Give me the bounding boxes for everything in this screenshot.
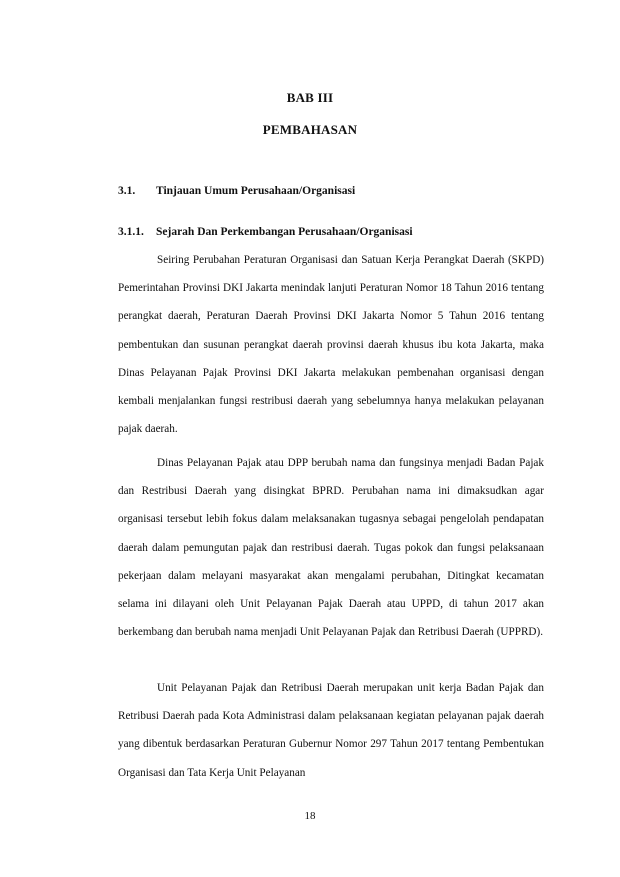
section-number: 3.1. xyxy=(118,185,136,197)
section-number: 3.1.1. xyxy=(118,226,144,238)
body-paragraph: Seiring Perubahan Peraturan Organisasi dan Satuan Kerja Perangkat Daerah (SKPD) Pemerintahan Provinsi DKI Jakarta menindak lanjuti Peraturan Nomor 18 Tahun 2016 tentang perangkat daerah, Peraturan Daerah Provinsi DKI Jakarta Nomor 5 Tahun 2016 tentang pembentukan dan susunan perangkat daerah provinsi daerah khusus ibu kota Jakarta, maka Dinas Pelayanan Pajak Provinsi DKI Jakarta melakukan pembenahan organisasi dengan kembali menjalankan fungsi restribusi daerah yang sebelumnya hanya melakukan pelayanan pajak daerah. xyxy=(118,254,544,436)
section-title: Tinjauan Umum Perusahaan/Organisasi xyxy=(156,185,356,197)
section-heading-3-1-1 xyxy=(118,226,413,238)
chapter-title: PEMBAHASAN xyxy=(262,122,358,137)
chapter-number: BAB III xyxy=(286,90,334,105)
section-title: Sejarah Dan Perkembangan Perusahaan/Organisasi xyxy=(156,226,413,238)
section-heading-3-1 xyxy=(118,185,355,197)
body-paragraph: Unit Pelayanan Pajak dan Retribusi Daerah merupakan unit kerja Badan Pajak dan Retribusi Daerah pada Kota Administrasi dalam pelaksanaan kegiatan pelayanan pajak daerah yang dibentuk berdasarkan Peraturan Gubernur Nomor 297 Tahun 2017 tentang Pembentukan Organisasi dan Tata Kerja Unit Pelayanan xyxy=(118,682,544,779)
body-paragraph: Dinas Pelayanan Pajak atau DPP berubah nama dan fungsinya menjadi Badan Pajak dan Restribusi Daerah yang disingkat BPRD. Perubahan nama ini dimaksudkan agar organisasi tersebut lebih fokus dalam melaksanakan tugasnya sebagai pengelolah pendapatan daerah dalam pemungutan pajak dan restribusi daerah. Tugas pokok dan fungsi pelaksanaan pekerjaan dalam melayani masyarakat akan mengalami perubahan, Ditingkat kecamatan selama ini dilayani oleh Unit Pelayanan Pajak Daerah atau UPPD, di tahun 2017 akan berkembang dan berubah nama menjadi Unit Pelayanan Pajak dan Retribusi Daerah (UPPRD). xyxy=(118,457,544,639)
page-number: 18 xyxy=(304,810,316,822)
